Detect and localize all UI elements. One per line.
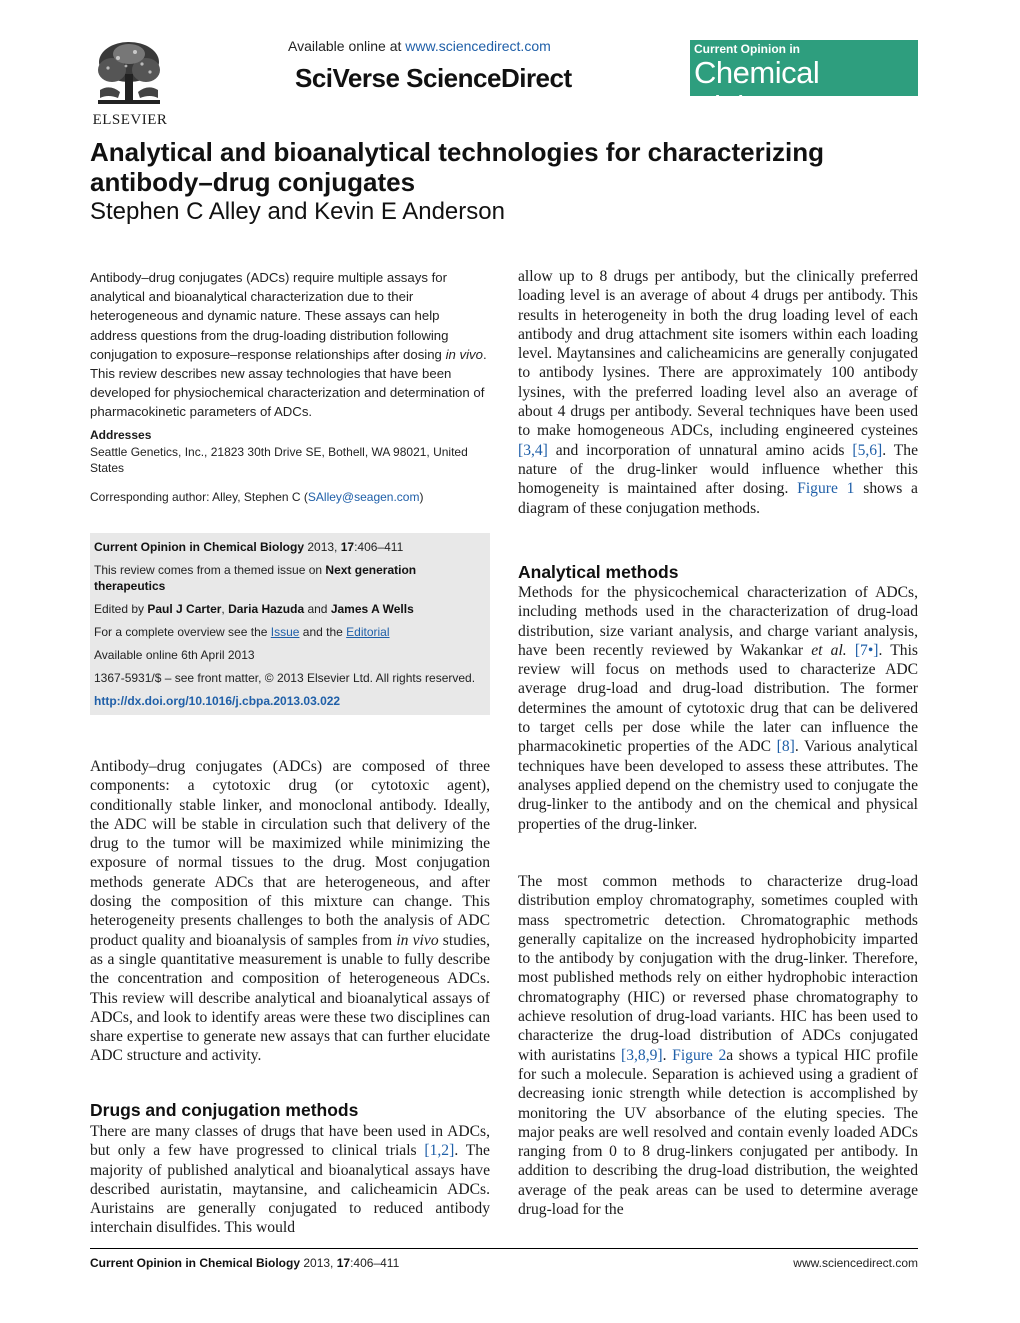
analytical-paragraph: [518, 583, 918, 834]
intro-text-2: studies, as a single quantitative measurement is unable to fully describe the concentration and composition of heterogeneous ADCs. This review will describe analytical and bioanalytical assays of ADCs, and look to identify areas were these two disciplines can share expertise to generate new assays that can further elucidate ADC structure and activity.: [90, 931, 491, 1065]
editorial-link[interactable]: Editorial: [346, 625, 390, 639]
info-editor-2: Daria Hazuda: [228, 602, 305, 616]
info-editor-3: James A Wells: [330, 602, 414, 616]
drugs-paragraph-continued: [518, 267, 918, 518]
issue-link[interactable]: Issue: [270, 625, 300, 639]
citation-3-8-9[interactable]: [3,8,9]: [621, 1046, 663, 1064]
info-volume: 17: [340, 540, 355, 554]
info-themed-issue: [94, 562, 486, 594]
corresponding-prefix: Corresponding author: Alley, Stephen C (: [90, 490, 308, 504]
analytical-text-2: . This review will focus on methods used to characterize ADC average drug-load and drug-load distribution. The former determines the amount of cytotoxic drug that can be delivered to target cells per dose while the later can influence the pharmacokinetic properties of the ADC: [518, 641, 918, 756]
info-edited-prefix: Edited by: [94, 602, 148, 616]
available-online: [288, 38, 551, 54]
citation-3-4[interactable]: [3,4]: [518, 441, 548, 459]
info-editors: [94, 601, 486, 617]
intro-text-1: Antibody–drug conjugates (ADCs) are composed of three components: a cytotoxic drug (or cytotoxic agent), conditionally stable linker, and monoclonal antibody. Ideally, the ADC will be stable in circulation such that delivery of the drug to the tumor will be maximized while minimizing the exposure of normal tissues to the drug. Most conjugation methods generate ADCs that are heterogeneous, and after dosing the composition of this mixture can change. This heterogeneity presents challenges to both the analysis of ADC product quality and bioanalysis of samples from: [90, 758, 490, 949]
info-pages: :406–411: [354, 540, 404, 554]
abstract: [90, 268, 490, 422]
footer-url[interactable]: www.sciencedirect.com: [793, 1256, 918, 1270]
figure-2-link[interactable]: Figure 2: [672, 1046, 727, 1064]
info-journal: Current Opinion in Chemical Biology: [94, 540, 305, 554]
abstract-italic: in vivo: [445, 346, 483, 362]
info-themed-prefix: This review comes from a themed issue on: [94, 563, 326, 577]
addresses-heading: Addresses: [90, 428, 152, 442]
available-online-prefix: Available online at: [288, 38, 406, 54]
abstract-text-1: Antibody–drug conjugates (ADCs) require multiple assays for analytical and bioanalytical characterization due to their heterogeneous and dynamic nature. These assays can help address questions from the drug-loading distribution following conjugation to exposure–response relationships after dosing: [90, 270, 449, 362]
article-title: Analytical and bioanalytical technologies for characterizing antibody–drug conjugates: [90, 137, 824, 197]
platform-name: SciVerse ScienceDirect: [295, 63, 572, 93]
elsevier-logo: [90, 40, 170, 128]
info-available: Available online 6th April 2013: [94, 648, 255, 662]
drugs-paragraph: [90, 1122, 490, 1238]
methods-text-3: a shows a typical HIC profile for such a molecule. Separation is achieved using a gradient of decreasing ionic strength while detection is accomplished by monitoring the UV absorbance of the eluting species. The major peaks are well resolved and contain evenly loaded ADCs ranging from 0 to 8 drug-linkers conjugated per antibody. In addition to describing the drug-load distribution, the weighted average of the peak areas can be used to determine average drug-load for the: [518, 1046, 918, 1219]
figure-1-link[interactable]: Figure 1: [797, 480, 855, 498]
right1-text-1: allow up to 8 drugs per antibody, but the clinically preferred loading level is an average of about 4 drugs per antibody. This results in heterogeneity in both the drug loading level of each antibody and drug attachment site isomers within each loading level. Maytansines and calicheamicins are generally conjugated to antibody lysines. There are approximately 100 antibody lysines, with the preferred loading level also an average of about 4 drugs per antibody. Several techniques have been used to make homogeneous ADCs, including engineered cysteines: [518, 268, 918, 440]
journal-badge: [690, 40, 918, 124]
footer-divider: [90, 1248, 918, 1249]
footer-citation: [90, 1256, 399, 1270]
footer-journal: Current Opinion in Chemical Biology: [90, 1256, 301, 1270]
corresponding-author: [90, 490, 492, 504]
intro-italic: in vivo: [396, 931, 439, 949]
abstract-text-2: . This review describes new assay technologies that have been developed for physiochemical characterization and determination of pharmacokinetic parameters of ADCs.: [90, 346, 487, 420]
corresponding-suffix: ): [419, 490, 424, 504]
info-year: 2013,: [304, 540, 341, 554]
analytical-text-3: . Various analytical techniques have been developed to assess these attributes. The analyses applied depend on the chemistry used to conjugate the drug-linker to the antibody and on the chemical and physical properties of the drug-linker.: [518, 738, 919, 833]
publisher-name: ELSEVIER: [92, 112, 168, 128]
footer-volume: 17: [336, 1256, 351, 1270]
analytical-text-1: Methods for the physicochemical characterization of ADCs, including methods used in the characterization of drug-load distribution, size variant analysis, and charge variant analysis, have been recently reviewed by Wakankar: [518, 584, 918, 659]
citation-5-6[interactable]: [5,6]: [852, 441, 883, 459]
article-info-box: [90, 533, 490, 715]
info-editor-sep-1: ,: [221, 602, 229, 616]
info-overview-mid: and the: [299, 625, 347, 639]
methods-text-2: .: [662, 1046, 673, 1064]
footer-year: 2013,: [300, 1256, 337, 1270]
methods-text-1: The most common methods to characterize drug-load distribution employ chromatography, sometimes coupled with mass spectrometric detection. Chromatographic methods generally capitalize on the increased hydrophobicity imparted to the antibody by conjugation with the drug-linker. Therefore, most published methods rely on either hydrophobic interaction chromatography (HIC) or reversed phase chromatography to achieve resolution of drug-load variants. HIC has been used to characterize the drug-load distribution of ADCs conjugated with auristatins: [518, 873, 918, 1064]
footer-pages: :406–411: [350, 1256, 400, 1270]
intro-paragraph: [90, 757, 490, 1066]
info-journal-ref: [94, 539, 486, 555]
corresponding-email[interactable]: SAlley@seagen.com: [307, 490, 420, 504]
methods-paragraph: [518, 872, 918, 1219]
journal-badge-top: Current Opinion in: [694, 42, 800, 56]
section-heading-analytical: Analytical methods: [518, 562, 679, 582]
citation-1-2[interactable]: [1,2]: [424, 1142, 455, 1160]
doi-link[interactable]: http://dx.doi.org/10.1016/j.cbpa.2013.03.022: [94, 694, 341, 708]
article-authors: Stephen C Alley and Kevin E Anderson: [90, 198, 505, 225]
citation-8[interactable]: [8]: [776, 738, 795, 756]
citation-7[interactable]: [7•]: [846, 641, 879, 659]
section-heading-drugs: Drugs and conjugation methods: [90, 1100, 359, 1120]
journal-badge-main: Chemical Biology: [694, 55, 820, 124]
info-copyright: 1367-5931/$ – see front matter, © 2013 Elsevier Ltd. All rights reserved.: [94, 671, 476, 685]
analytical-etal: et al.: [811, 641, 847, 659]
addresses-text: Seattle Genetics, Inc., 21823 30th Drive SE, Bothell, WA 98021, United States: [90, 445, 468, 475]
elsevier-tree-icon: [90, 40, 168, 110]
drugs-text-1: There are many classes of drugs that have been used in ADCs, but only a few have progressed to clinical trials: [90, 1123, 490, 1160]
info-editor-1: Paul J Carter: [147, 602, 222, 616]
info-overview-prefix: For a complete overview see the: [94, 625, 271, 639]
info-overview: [94, 624, 486, 640]
info-editor-sep-2: and: [304, 602, 331, 616]
right1-text-3: . The nature of the drug-linker would influence whether this homogeneity is maintained after dosing.: [518, 441, 918, 498]
right1-text-2: and incorporation of unnatural amino acids: [547, 441, 853, 459]
sciencedirect-link[interactable]: www.sciencedirect.com: [405, 38, 551, 54]
drugs-text-2: . The majority of published analytical and bioanalytical assays have described auristatin, maytansine, and calicheamicin ADCs. Auristains are generally conjugated to reduced antibody interchain disulfides. This would: [90, 1142, 490, 1237]
right1-text-4: shows a diagram of these conjugation methods.: [518, 480, 918, 517]
info-themed-title: Next generation therapeutics: [94, 563, 417, 593]
